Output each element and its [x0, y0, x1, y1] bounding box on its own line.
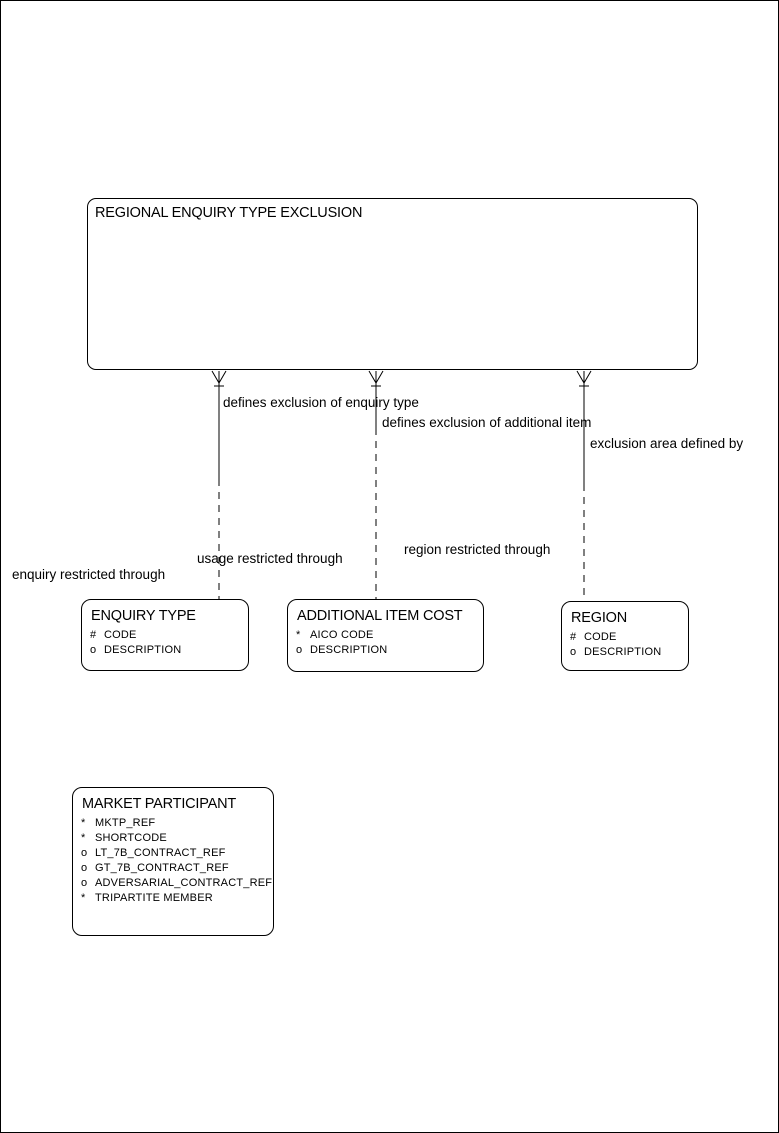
entity-market-participant: [72, 787, 274, 936]
attribute-name: GT_7B_CONTRACT_REF: [95, 862, 229, 874]
attribute-row: [90, 628, 248, 643]
attribute-name: DESCRIPTION: [104, 644, 182, 656]
attribute-name: DESCRIPTION: [310, 644, 388, 656]
attribute-name: DESCRIPTION: [584, 646, 662, 658]
entity-title: MARKET PARTICIPANT: [82, 796, 237, 812]
attribute-name: AICO CODE: [310, 629, 374, 641]
attribute-row: [81, 846, 273, 861]
attribute-row: [81, 831, 273, 846]
attribute-optionality-mark: o: [81, 847, 88, 859]
entity-regional-enquiry-type-exclusion: [87, 198, 698, 370]
entity-enquiry-type: [81, 599, 249, 671]
attribute-name: ADVERSARIAL_CONTRACT_REF: [95, 877, 273, 889]
attribute-row: [296, 643, 483, 658]
attribute-optionality-mark: o: [90, 644, 97, 656]
attribute-name: CODE: [584, 631, 617, 643]
crows-foot-icon: [212, 371, 226, 386]
attribute-optionality-mark: o: [570, 646, 577, 658]
attribute-row: [81, 876, 273, 891]
attribute-optionality-mark: o: [81, 877, 88, 889]
attribute-name: LT_7B_CONTRACT_REF: [95, 847, 226, 859]
crows-foot-icon: [369, 371, 383, 386]
attribute-optionality-mark: #: [90, 629, 97, 641]
attribute-row: [81, 891, 273, 906]
relationship-label-region-restricted-through: region restricted through: [404, 542, 551, 557]
entity-region: [561, 601, 689, 671]
attribute-row: [570, 630, 688, 645]
relationship-label-usage-restricted-through: usage restricted through: [197, 551, 343, 566]
attribute-optionality-mark: o: [81, 862, 88, 874]
attribute-optionality-mark: *: [81, 892, 86, 904]
relationship-label-defines-exclusion-of-enquiry-type: defines exclusion of enquiry type: [223, 395, 419, 410]
attribute-optionality-mark: *: [296, 629, 301, 641]
attribute-row: [90, 643, 248, 658]
attribute-optionality-mark: *: [81, 817, 86, 829]
attribute-optionality-mark: #: [570, 631, 577, 643]
entity-title: REGION: [571, 610, 627, 626]
attribute-optionality-mark: *: [81, 832, 86, 844]
relationship-label-enquiry-restricted-through: enquiry restricted through: [12, 567, 166, 582]
crows-foot-icon: [577, 371, 591, 386]
attribute-name: SHORTCODE: [95, 832, 167, 844]
attribute-name: MKTP_REF: [95, 817, 156, 829]
attribute-row: [570, 645, 688, 660]
attribute-name: TRIPARTITE MEMBER: [95, 892, 213, 904]
attribute-name: CODE: [104, 629, 137, 641]
relationship-label-defines-exclusion-of-additional-item: defines exclusion of additional item: [382, 415, 592, 430]
entity-title: ADDITIONAL ITEM COST: [297, 608, 463, 624]
attribute-row: [296, 628, 483, 643]
relationship-label-exclusion-area-defined-by: exclusion area defined by: [590, 436, 744, 451]
entity-title: REGIONAL ENQUIRY TYPE EXCLUSION: [95, 205, 363, 221]
entity-additional-item-cost: [287, 599, 484, 672]
relationship-line-region: [577, 371, 591, 601]
attribute-optionality-mark: o: [296, 644, 303, 656]
attribute-row: [81, 816, 273, 831]
attribute-row: [81, 861, 273, 876]
entity-title: ENQUIRY TYPE: [91, 608, 196, 624]
